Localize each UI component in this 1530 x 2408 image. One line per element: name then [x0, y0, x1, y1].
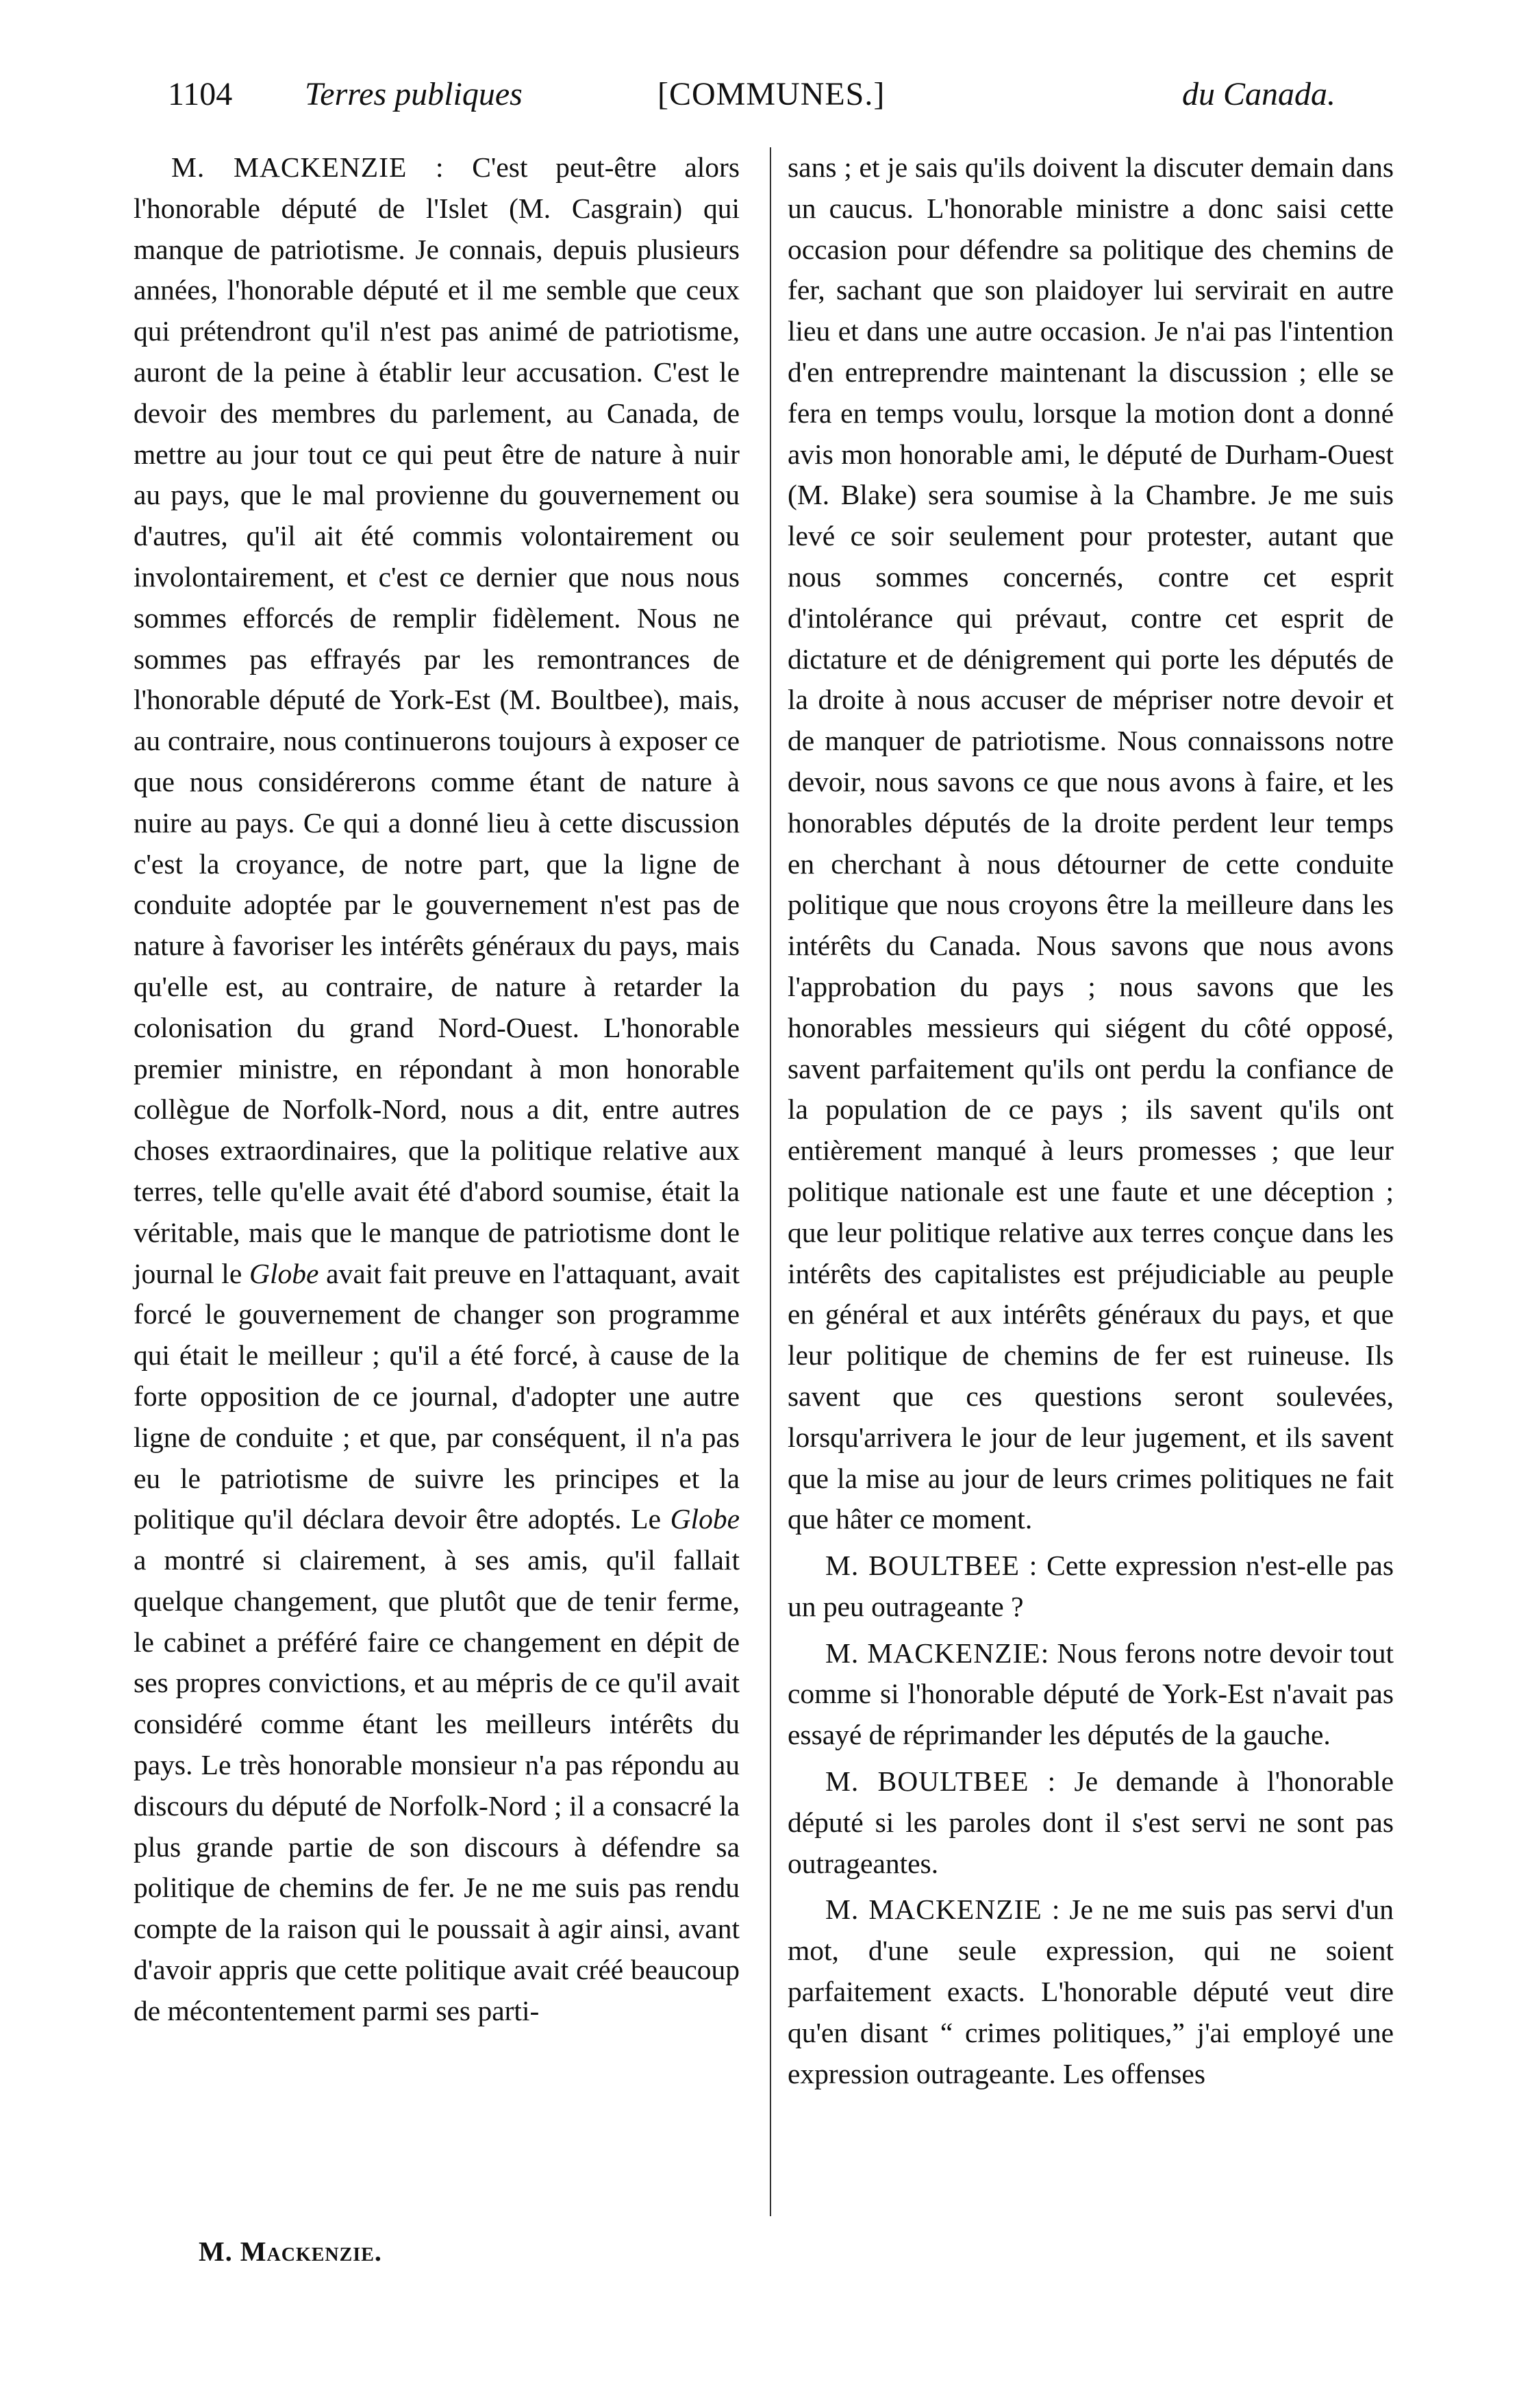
speech-text: Je ne me suis pas servi d'un mot, d'une seule expression, qui ne soient parfaitement exacts. L'honorable député veut dire qu'en disant “ crimes politiques,” j'ai employé une expression outrageante. Les offenses — [788, 1894, 1394, 2089]
speech-text: Cette expression n'est-elle pas un peu outrageante ? — [788, 1550, 1394, 1622]
speech-paragraph — [788, 1546, 1394, 1628]
speaker-name: M. MACKENZIE : — [171, 151, 444, 183]
speech-paragraph — [788, 1633, 1394, 1756]
newspaper-name: Globe — [249, 1257, 319, 1289]
speech-text: Je demande à l'honorable député si les paroles dont il s'est servi ne sont pas outrageantes. — [788, 1765, 1394, 1879]
speech-paragraph — [788, 1889, 1394, 2094]
page-header — [168, 75, 1335, 130]
speech-text: a montré si clairement, à ses amis, qu'il fallait quelque changement, que plutôt que de tenir ferme, le cabinet a préféré faire ce changement en dépit de ses propres convictions, et au mépris de ce qu'il avait considéré comme étant les meilleurs intérêts du pays. Le très honorable monsieur n'a pas répondu au discours du député de Norfolk-Nord ; il a consacré la plus grande partie de son discours à défendre sa politique de chemins de fer. Je ne me suis pas rendu compte de la raison qui le poussait à agir ainsi, avant d'avoir appris que cette politique avait créé beaucoup de mécontentement parmi ses parti- — [134, 1544, 740, 2026]
running-title-center: [COMMUNES.] — [657, 76, 886, 112]
speech-text: avait fait preuve en l'attaquant, avait forcé le gouvernement de changer son programme qui était le meilleur ; qu'il a été forcé, à cause de la forte opposition de ce journal, d'adopter une autre ligne de conduite ; et que, par conséquent, il n'a pas eu le patriotisme de suivre les principes et la politique qu'il déclara devoir être adoptés. Le — [134, 1257, 740, 1535]
page-number: 1104 — [168, 76, 233, 112]
speech-paragraph-continued — [788, 147, 1394, 1540]
speech-text: Nous ferons notre devoir tout comme si l'honorable député de York-Est n'avait pas essayé de réprimander les députés de la gauche. — [788, 1637, 1394, 1751]
newspaper-name: Globe — [670, 1503, 740, 1535]
speech-text: C'est peut-être alors l'honorable député de l'Islet (M. Casgrain) qui manque de patriotisme. Je connais, depuis plusieurs années, l'honorable député et il me semble que ceux qui prétendront qu'il n'est pas animé de patriotisme, auront de la peine à établir leur accusation. C'est le devoir des membres du parlement, au Canada, de mettre au jour tout ce qui peut être de nature à nuir au pays, que le mal provienne du gouvernement ou d'autres, qu'il ait été commis volontairement ou involontairement, et c'est ce dernier que nous nous sommes efforcés de remplir fidèlement. Nous ne sommes pas effrayés par les remontrances de l'honorable député de York-Est (M. Boultbee), mais, au contraire, nous continuerons toujours à exposer ce que nous considérerons comme étant de nature à nuire au pays. Ce qui a donné lieu à cette discussion c'est la croyance, de notre part, que la ligne de conduite adoptée par le gouvernement n'est pas de nature à favoriser les intérêts généraux du pays, mais qu'elle est, au contraire, de nature à retarder la colonisation du grand Nord-Ouest. L'honorable premier ministre, en répondant à mon honorable collègue de Norfolk-Nord, nous a dit, entre autres choses extraordinaires, que la politique relative aux terres, telle qu'elle avait été d'abord soumise, était la véritable, mais que le manque de patriotisme dont le journal le — [134, 151, 740, 1289]
speaker-name: M. MACKENZIE : — [825, 1894, 1061, 1926]
speech-text: sans ; et je sais qu'ils doivent la discuter demain dans un caucus. L'honorable ministre a donc saisi cette occasion pour défendre sa politique des chemins de fer, sachant que son plaidoyer lui servirait en autre lieu et dans une autre occasion. Je n'ai pas l'intention d'en entreprendre maintenant la discussion ; elle se fera en temps voulu, lorsque la motion dont a donné avis mon honorable ami, le député de Durham-Ouest (M. Blake) sera soumise à la Chambre. Je me suis levé ce soir seulement pour protester, autant que nous sommes concernés, contre cet esprit d'intolérance qui prévaut, contre cet esprit de dictature et de dénigrement qui porte les députés de la droite à nous accuser de mépriser notre devoir et de manquer de patriotisme. Nous connaissons notre devoir, nous savons ce que nous avons à faire, et les honorables députés de la droite perdent leur temps en cherchant à nous détourner de cette conduite politique que nous croyons être la meilleure dans les intérêts du Canada. Nous savons que nous avons l'approbation du pays ; nous savons que les honorables messieurs qui siégent du côté opposé, savent parfaitement qu'ils ont perdu la confiance de la population de ce pays ; ils savent qu'ils ont entièrement manqué à leurs promesses ; que leur politique nationale est une faute et une déception ; que leur politique relative aux terres conçue dans les intérêts des capitalistes est préjudiciable au peuple en général et aux intérêts généraux du pays, et que leur politique de chemins de fer est ruineuse. Ils savent que ces questions seront soulevées, lorsqu'arrivera le jour de leur jugement, et ils savent que la mise au jour de leurs crimes politiques ne fait que hâter ce moment. — [788, 151, 1394, 1535]
left-column — [134, 147, 740, 2032]
speech-paragraph — [788, 1761, 1394, 1884]
running-title-right: du Canada. — [1181, 76, 1335, 112]
speaker-name: M. MACKENZIE: — [825, 1637, 1050, 1669]
speaker-name: M. BOULTBEE : — [825, 1765, 1057, 1798]
speech-paragraph — [134, 147, 740, 2032]
right-column — [788, 147, 1394, 2094]
speaker-name: M. BOULTBEE : — [825, 1550, 1038, 1582]
catchword: M. Mackenzie. — [199, 2236, 382, 2267]
running-title-left: Terres publiques — [305, 76, 523, 112]
column-divider — [770, 147, 771, 2216]
